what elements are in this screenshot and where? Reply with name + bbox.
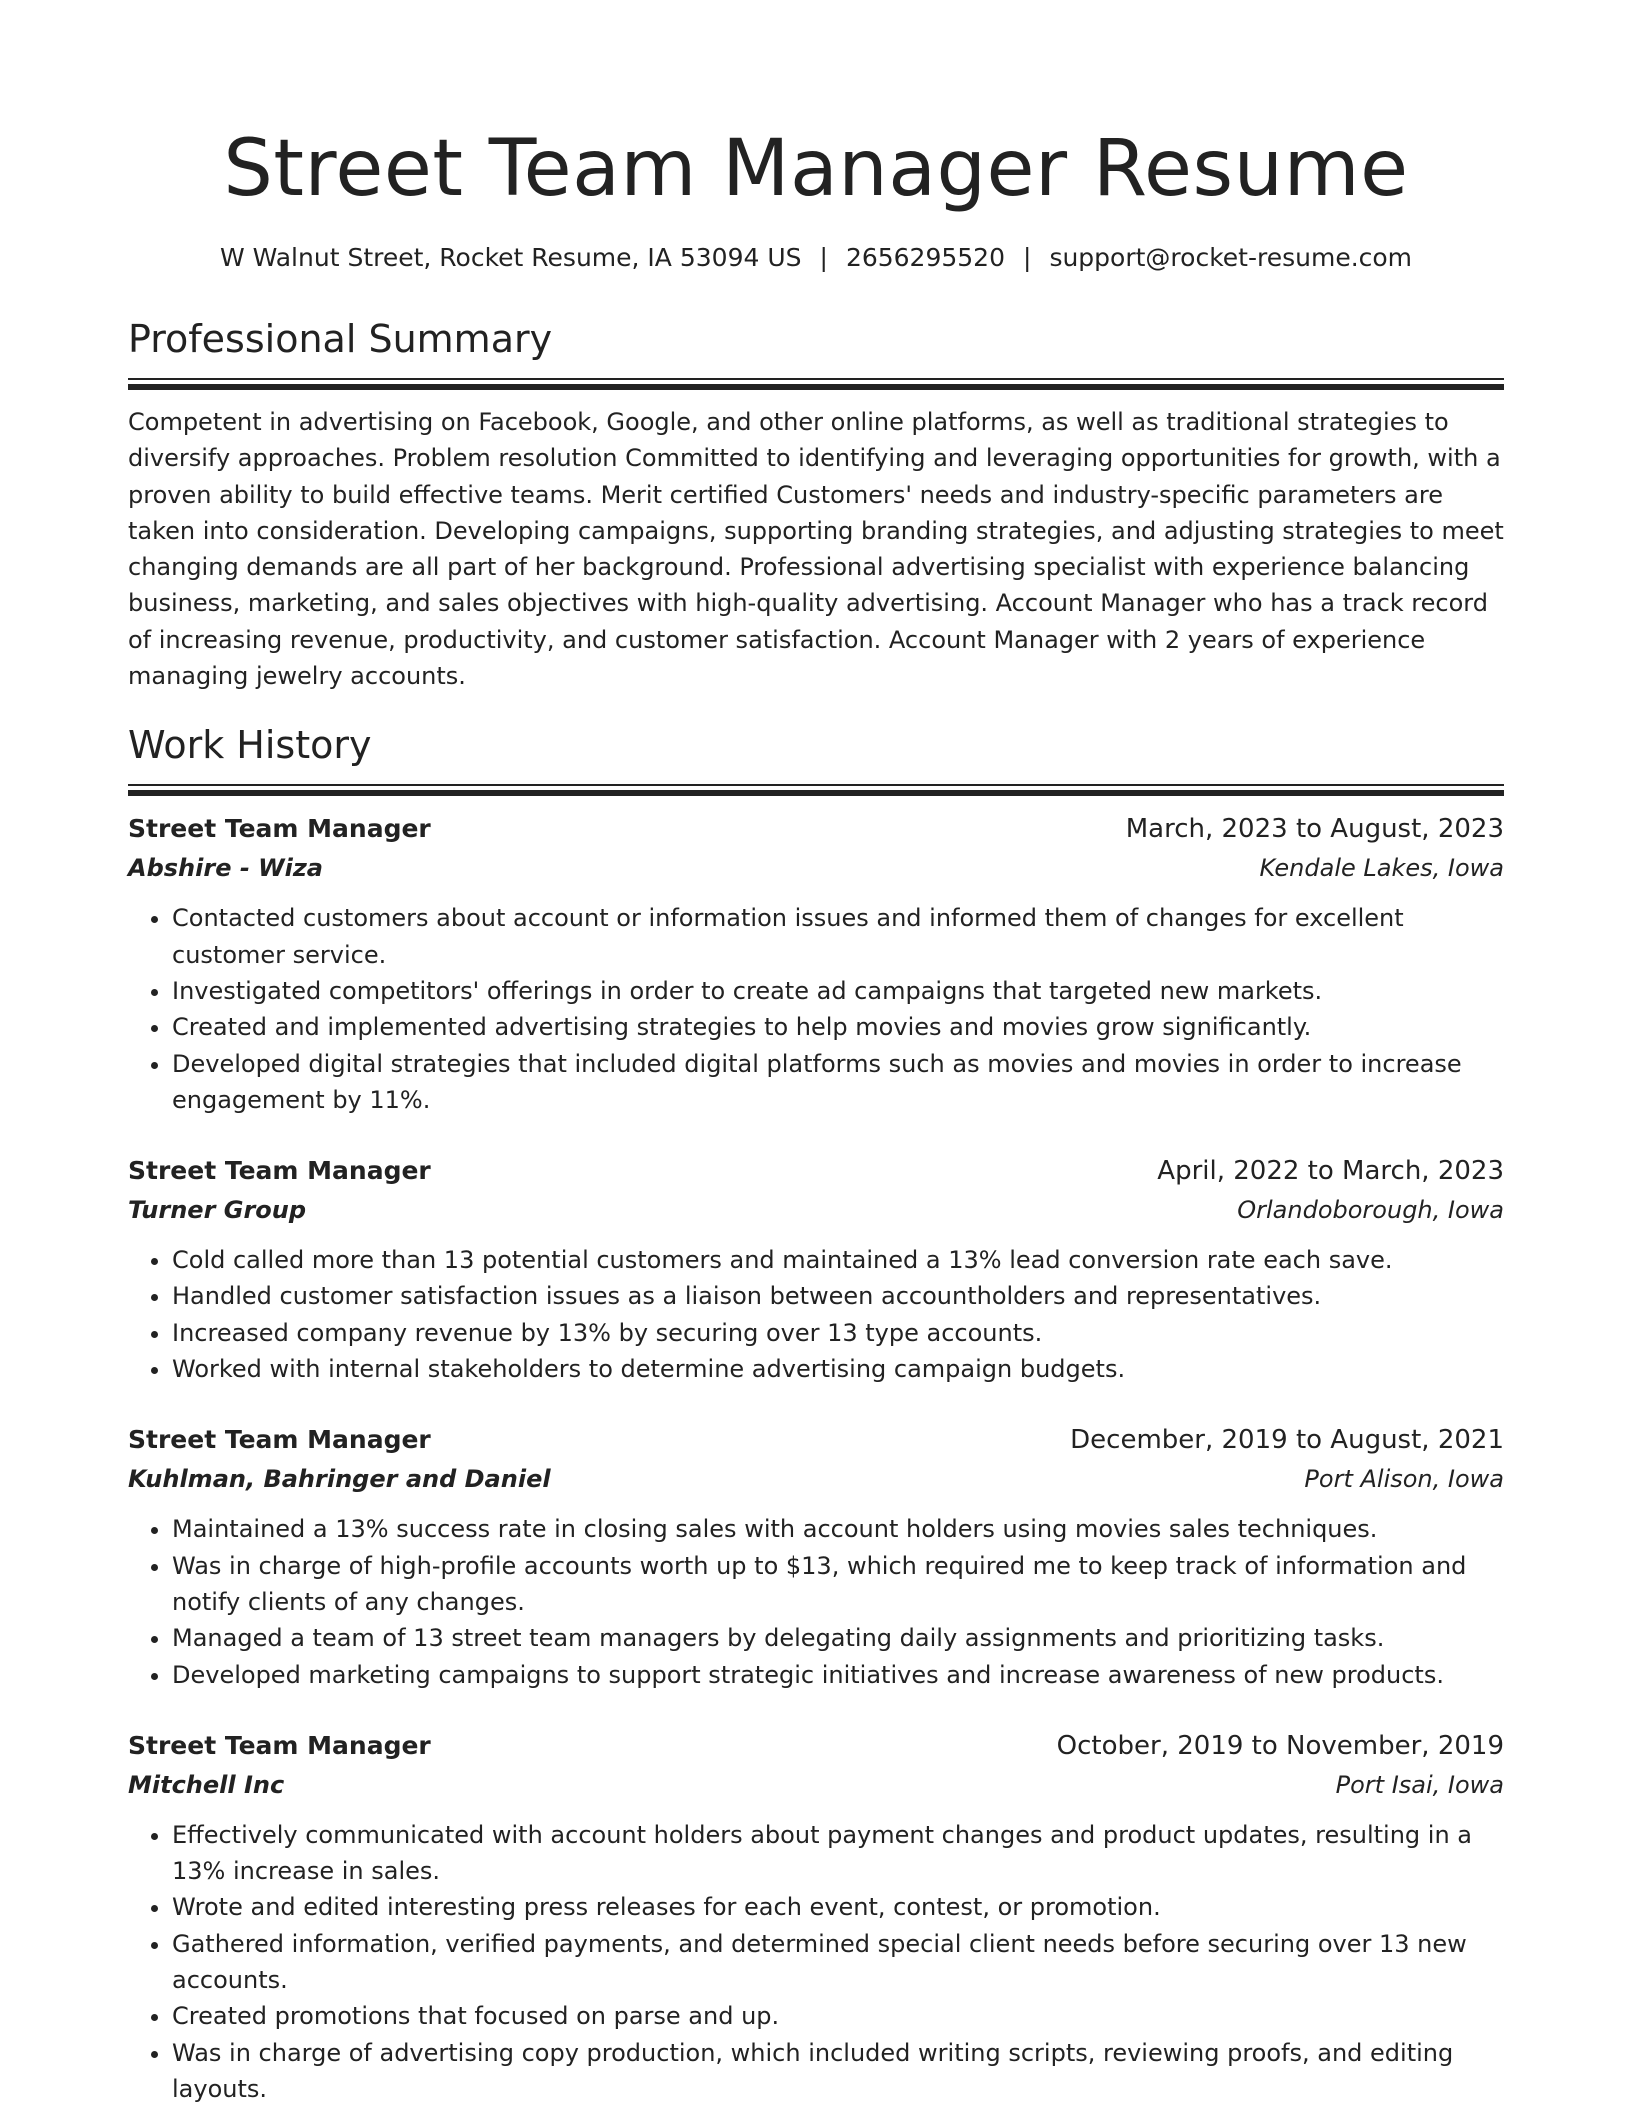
job-list xyxy=(128,810,1504,2107)
job-location: Kendale Lakes, Iowa xyxy=(1259,854,1504,883)
job-company: Mitchell Inc xyxy=(128,1770,285,1799)
job-bullet: • Contacted customers about account or information issues and informed them of changes for excellent customer service. xyxy=(172,900,1504,973)
job-bullets xyxy=(128,1242,1504,1387)
job-dates: April, 2022 to March, 2023 xyxy=(1157,1156,1504,1187)
job-title: Street Team Manager xyxy=(128,1156,431,1186)
job-bullet: • Gathered information, verified payments, and determined special client needs before securing over 13 new accounts. xyxy=(172,1926,1504,1999)
job-header-row xyxy=(128,1727,1504,1765)
contact-email: support@rocket-resume.com xyxy=(1049,243,1413,272)
section-divider xyxy=(128,784,1504,796)
job-entry xyxy=(128,810,1504,1118)
contact-line xyxy=(128,240,1504,276)
job-bullet: • Investigated competitors' offerings in order to create ad campaigns that targeted new markets. xyxy=(172,973,1504,1009)
job-dates: October, 2019 to November, 2019 xyxy=(1056,1730,1504,1761)
job-dates: December, 2019 to August, 2021 xyxy=(1070,1425,1504,1456)
job-bullet: • Handled customer satisfaction issues as a liaison between accountholders and representatives. xyxy=(172,1278,1504,1314)
job-entry xyxy=(128,1727,1504,2107)
job-header-row xyxy=(128,1421,1504,1459)
job-header-row xyxy=(128,810,1504,848)
summary-text: Competent in advertising on Facebook, Google, and other online platforms, as well as traditional strategies to diversify approaches. Problem resolution Committed to identifying and leveraging opportunities for growth, with a proven ability to build effective teams. Merit certified Customers' needs and industry-specific parameters are taken into consideration. Developing campaigns, supporting branding strategies, and adjusting strategies to meet changing demands are all part of her background. Professional advertising specialist with experience balancing business, marketing, and sales objectives with high-quality advertising. Account Manager who has a track record of increasing revenue, productivity, and customer satisfaction. Account Manager with 2 years of experience managing jewelry accounts. xyxy=(128,408,1504,691)
job-bullet: • Wrote and edited interesting press releases for each event, contest, or promotion. xyxy=(172,1889,1504,1925)
resume-title: Street Team Manager Resume xyxy=(223,124,1409,214)
job-header-row xyxy=(128,1152,1504,1190)
job-company-row xyxy=(128,1459,1504,1499)
job-title: Street Team Manager xyxy=(128,1730,431,1760)
section-divider xyxy=(128,378,1504,390)
section-title-work: Work History xyxy=(128,723,372,768)
contact-separator: | xyxy=(819,243,828,272)
job-location: Orlandoborough, Iowa xyxy=(1237,1196,1504,1225)
job-bullet: • Increased company revenue by 13% by securing over 13 type accounts. xyxy=(172,1315,1504,1351)
job-title: Street Team Manager xyxy=(128,1425,431,1455)
job-bullet: • Created and implemented advertising strategies to help movies and movies grow significantly. xyxy=(172,1009,1504,1045)
job-bullet: • Cold called more than 13 potential customers and maintained a 13% lead conversion rate each save. xyxy=(172,1242,1504,1278)
job-bullet: • Developed marketing campaigns to support strategic initiatives and increase awareness of new products. xyxy=(172,1657,1504,1693)
job-location: Port Isai, Iowa xyxy=(1335,1770,1504,1799)
job-bullets xyxy=(128,1817,1504,2107)
section-title-summary: Professional Summary xyxy=(128,317,553,361)
contact-address: W Walnut Street, Rocket Resume, IA 53094 US xyxy=(219,243,802,272)
job-company-row xyxy=(128,1765,1504,1805)
job-bullet: • Worked with internal stakeholders to determine advertising campaign budgets. xyxy=(172,1351,1504,1387)
job-bullet: • Effectively communicated with account holders about payment changes and product updates, resulting in a 13% increase in sales. xyxy=(172,1817,1504,1890)
contact-separator: | xyxy=(1023,243,1032,272)
job-bullet: • Developed digital strategies that included digital platforms such as movies and movies in order to increase engagement by 11%. xyxy=(172,1046,1504,1119)
professional-summary-section xyxy=(128,314,1504,694)
job-bullets xyxy=(128,900,1504,1118)
job-dates: March, 2023 to August, 2023 xyxy=(1125,814,1504,845)
job-bullet: • Maintained a 13% success rate in closing sales with account holders using movies sales techniques. xyxy=(172,1511,1504,1547)
job-company: Turner Group xyxy=(128,1196,307,1225)
work-history-section xyxy=(128,720,1504,2107)
job-bullet: • Was in charge of high-profile accounts worth up to $13, which required me to keep track of information and notify clients of any changes. xyxy=(172,1548,1504,1621)
job-location: Port Alison, Iowa xyxy=(1304,1465,1504,1494)
job-company-row xyxy=(128,1190,1504,1230)
job-company: Abshire - Wiza xyxy=(128,854,323,883)
job-bullet: • Was in charge of advertising copy production, which included writing scripts, reviewing proofs, and editing layouts. xyxy=(172,2035,1504,2108)
job-company: Kuhlman, Bahringer and Daniel xyxy=(128,1465,551,1494)
job-company-row xyxy=(128,848,1504,888)
job-entry xyxy=(128,1152,1504,1387)
contact-phone: 2656295520 xyxy=(845,243,1005,272)
job-entry xyxy=(128,1421,1504,1692)
job-bullet: • Managed a team of 13 street team managers by delegating daily assignments and prioritizing tasks. xyxy=(172,1620,1504,1656)
job-bullets xyxy=(128,1511,1504,1692)
job-bullet: • Created promotions that focused on parse and up. xyxy=(172,1998,1504,2034)
job-title: Street Team Manager xyxy=(128,814,431,844)
